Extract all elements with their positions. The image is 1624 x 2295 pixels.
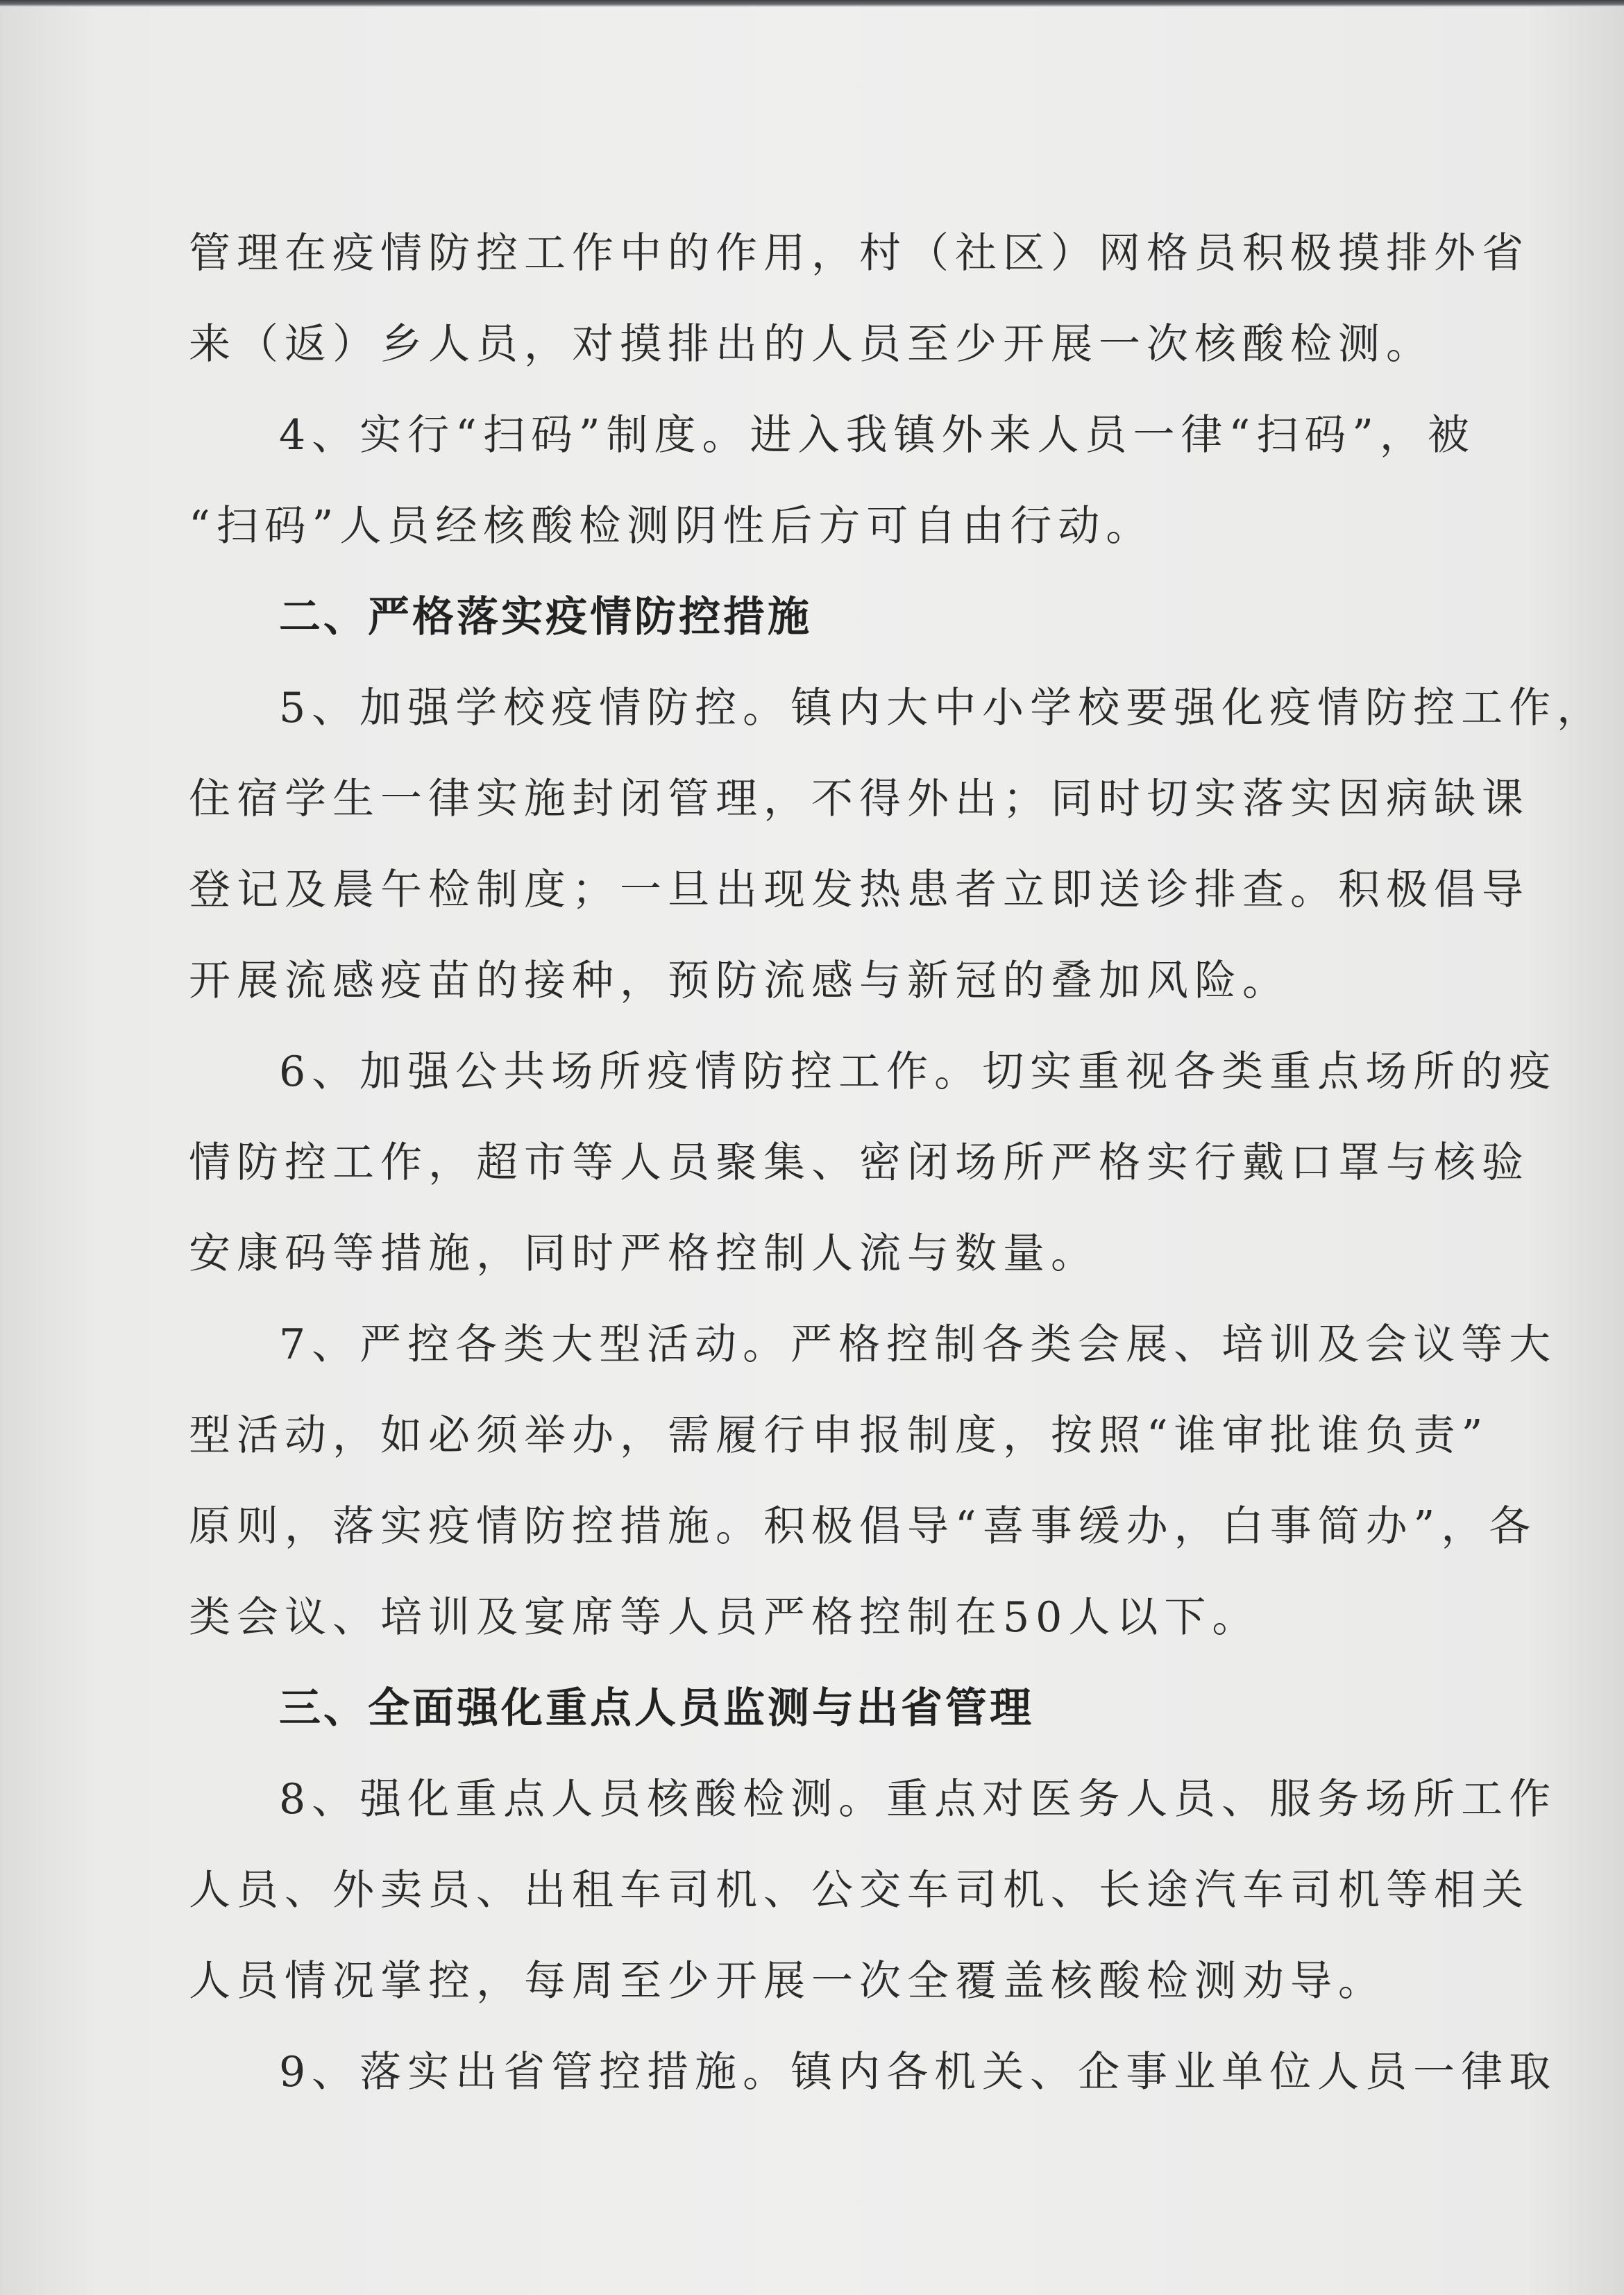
paragraph-line: 人员情况掌控，每周至少开展一次全覆盖核酸检测劝导。 bbox=[189, 1957, 1386, 2006]
paragraph-line: 5、加强学校疫情防控。镇内大中小学校要强化疫情防控工作， bbox=[279, 684, 1605, 732]
paragraph-line: 安康码等措施，同时严格控制人流与数量。 bbox=[189, 1229, 1099, 1278]
paragraph-line: 原则，落实疫情防控措施。积极倡导“喜事缓办，白事简办”，各 bbox=[189, 1502, 1537, 1551]
paragraph-line: 登记及晨午检制度；一旦出现发热患者立即送诊排查。积极倡导 bbox=[189, 866, 1530, 914]
paragraph-line: 人员、外卖员、出租车司机、公交车司机、长途汽车司机等相关 bbox=[189, 1866, 1530, 1915]
paragraph-line: 型活动，如必须举办，需履行申报制度，按照“谁审批谁负责” bbox=[189, 1411, 1489, 1460]
paragraph-line: “扫码”人员经核酸检测阴性后方可自由行动。 bbox=[189, 502, 1154, 550]
paragraph-line: 6、加强公共场所疫情防控工作。切实重视各类重点场所的疫 bbox=[279, 1048, 1557, 1096]
paragraph-line: 开展流感疫苗的接种，预防流感与新冠的叠加风险。 bbox=[189, 957, 1290, 1005]
paragraph-line: 4、实行“扫码”制度。进入我镇外来人员一律“扫码”，被 bbox=[279, 411, 1475, 460]
paragraph-line: 9、落实出省管控措施。镇内各机关、企事业单位人员一律取 bbox=[279, 2048, 1557, 2096]
paragraph-line: 情防控工作，超市等人员聚集、密闭场所严格实行戴口罩与核验 bbox=[189, 1138, 1530, 1187]
scan-top-edge bbox=[0, 0, 1624, 7]
paragraph-line: 管理在疫情防控工作中的作用，村（社区）网格员积极摸排外省 bbox=[189, 229, 1530, 278]
paragraph-line: 类会议、培训及宴席等人员严格控制在50人以下。 bbox=[189, 1593, 1260, 1642]
document-body bbox=[189, 208, 1605, 2118]
paragraph-line: 来（返）乡人员，对摸排出的人员至少开展一次核酸检测。 bbox=[189, 320, 1434, 369]
paragraph-line: 7、严控各类大型活动。严格控制各类会展、培训及会议等大 bbox=[279, 1320, 1557, 1369]
section-heading: 三、全面强化重点人员监测与出省管理 bbox=[279, 1684, 1034, 1733]
paragraph-line: 住宿学生一律实施封闭管理，不得外出；同时切实落实因病缺课 bbox=[189, 775, 1530, 823]
paragraph-line: 8、强化重点人员核酸检测。重点对医务人员、服务场所工作 bbox=[279, 1775, 1557, 1824]
section-heading: 二、严格落实疫情防控措施 bbox=[279, 593, 812, 641]
